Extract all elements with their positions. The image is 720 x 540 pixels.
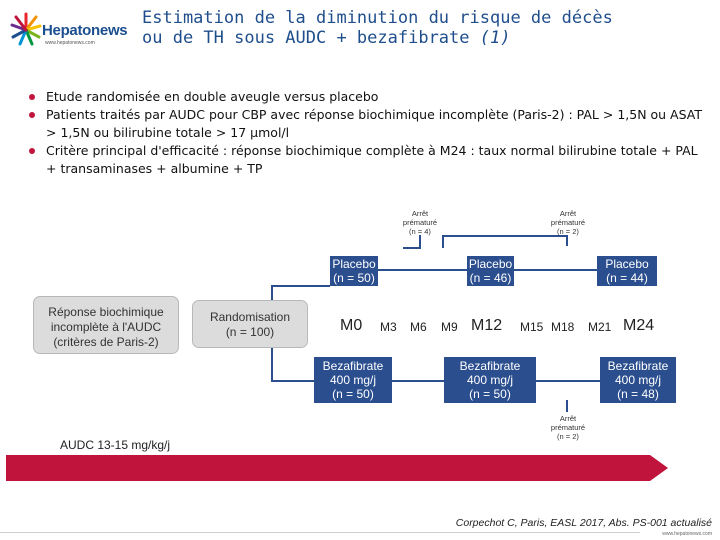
timepoint-m0: M0 xyxy=(340,317,363,334)
timepoint-m24: M24 xyxy=(623,317,655,334)
audc-treatment-arrow xyxy=(6,455,668,481)
bezafibrate-label: Bezafibrate xyxy=(607,359,669,373)
placebo-box-3 xyxy=(597,256,657,286)
logo-wordmark: Hepatonews xyxy=(42,22,128,39)
early-stop-text: prématuré xyxy=(550,423,586,432)
citation: Corpechot C, Paris, EASL 2017, Abs. PS-001 actualisé xyxy=(455,517,712,529)
placebo-box-2 xyxy=(467,256,514,286)
bezafibrate-count: (n = 50) xyxy=(332,387,374,401)
logo-url: www.hepatonews.com xyxy=(45,40,95,46)
early-stop-text: Arrêt xyxy=(559,209,577,218)
randomisation-box xyxy=(192,300,308,348)
title-line-1: Estimation de la diminution du risque de décès xyxy=(142,8,613,28)
placebo-label: Placebo xyxy=(605,257,649,271)
placebo-label: Placebo xyxy=(332,257,376,271)
timepoint-m3: M3 xyxy=(380,320,397,334)
early-stop-text: prématuré xyxy=(550,218,586,227)
footer-url[interactable]: www.hepatonews.com xyxy=(662,531,712,537)
early-stop-label-1 xyxy=(390,209,450,236)
timepoint-m9: M9 xyxy=(441,320,458,334)
early-stop-count: (n = 2) xyxy=(557,432,579,441)
bezafibrate-label: Bezafibrate xyxy=(322,359,384,373)
connector-early-stop-1 xyxy=(403,235,420,248)
title-reference: (1) xyxy=(479,28,511,48)
early-stop-count: (n = 4) xyxy=(409,227,431,236)
placebo-box-1 xyxy=(330,256,378,286)
early-stop-text: prématuré xyxy=(402,218,438,227)
early-stop-count: (n = 2) xyxy=(557,227,579,236)
bullet-item: Etude randomisée en double aveugle versus placebo xyxy=(26,88,706,106)
bezafibrate-label: Bezafibrate xyxy=(459,359,521,373)
placebo-count: (n = 46) xyxy=(469,271,512,285)
title-line-2-main: ou de TH sous AUDC + bezafibrate xyxy=(142,28,480,48)
bullet-item: Patients traités par AUDC pour CBP avec réponse biochimique incomplète (Paris-2) : PAL > 1,5N ou ASAT > 1,5N ou bilirubine totale > 17 µmol/l xyxy=(26,106,706,142)
connector-to-bezafibrate xyxy=(272,348,314,381)
bullet-item: Critère principal d'efficacité : réponse biochimique complète à M24 : taux normal bilirubine totale + PAL + transaminases + albumine + TP xyxy=(26,142,706,178)
randomisation-label: Randomisation xyxy=(209,310,291,324)
placebo-label: Placebo xyxy=(468,257,513,271)
bezafibrate-dose: 400 mg/j xyxy=(614,373,662,387)
bezafibrate-count: (n = 48) xyxy=(617,387,659,401)
early-stop-text: Arrêt xyxy=(559,414,577,423)
bezafibrate-box-3 xyxy=(600,357,676,403)
bezafibrate-box-2 xyxy=(444,357,536,403)
randomisation-count: (n = 100) xyxy=(225,325,275,339)
timepoint-m12: M12 xyxy=(471,317,503,334)
placebo-count: (n = 44) xyxy=(606,271,648,285)
early-stop-text: Arrêt xyxy=(411,209,429,218)
incomplete-response-box: Réponse biochimique incomplète à l'AUDC (critères de Paris-2) xyxy=(33,296,179,354)
connector-early-stop-2 xyxy=(443,236,567,248)
bezafibrate-dose: 400 mg/j xyxy=(466,373,514,387)
timepoint-m6: M6 xyxy=(410,320,427,334)
bezafibrate-box-1 xyxy=(314,357,392,403)
audc-dose-label: AUDC 13-15 mg/kg/j xyxy=(60,438,171,452)
bezafibrate-count: (n = 50) xyxy=(469,387,511,401)
early-stop-label-3 xyxy=(538,414,598,441)
footer-divider xyxy=(0,532,640,533)
timepoint-m18: M18 xyxy=(551,320,575,334)
early-stop-label-2 xyxy=(538,209,598,236)
timepoint-m21: M21 xyxy=(588,320,612,334)
placebo-count: (n = 50) xyxy=(333,271,375,285)
timepoint-m15: M15 xyxy=(520,320,544,334)
bezafibrate-dose: 400 mg/j xyxy=(329,373,377,387)
